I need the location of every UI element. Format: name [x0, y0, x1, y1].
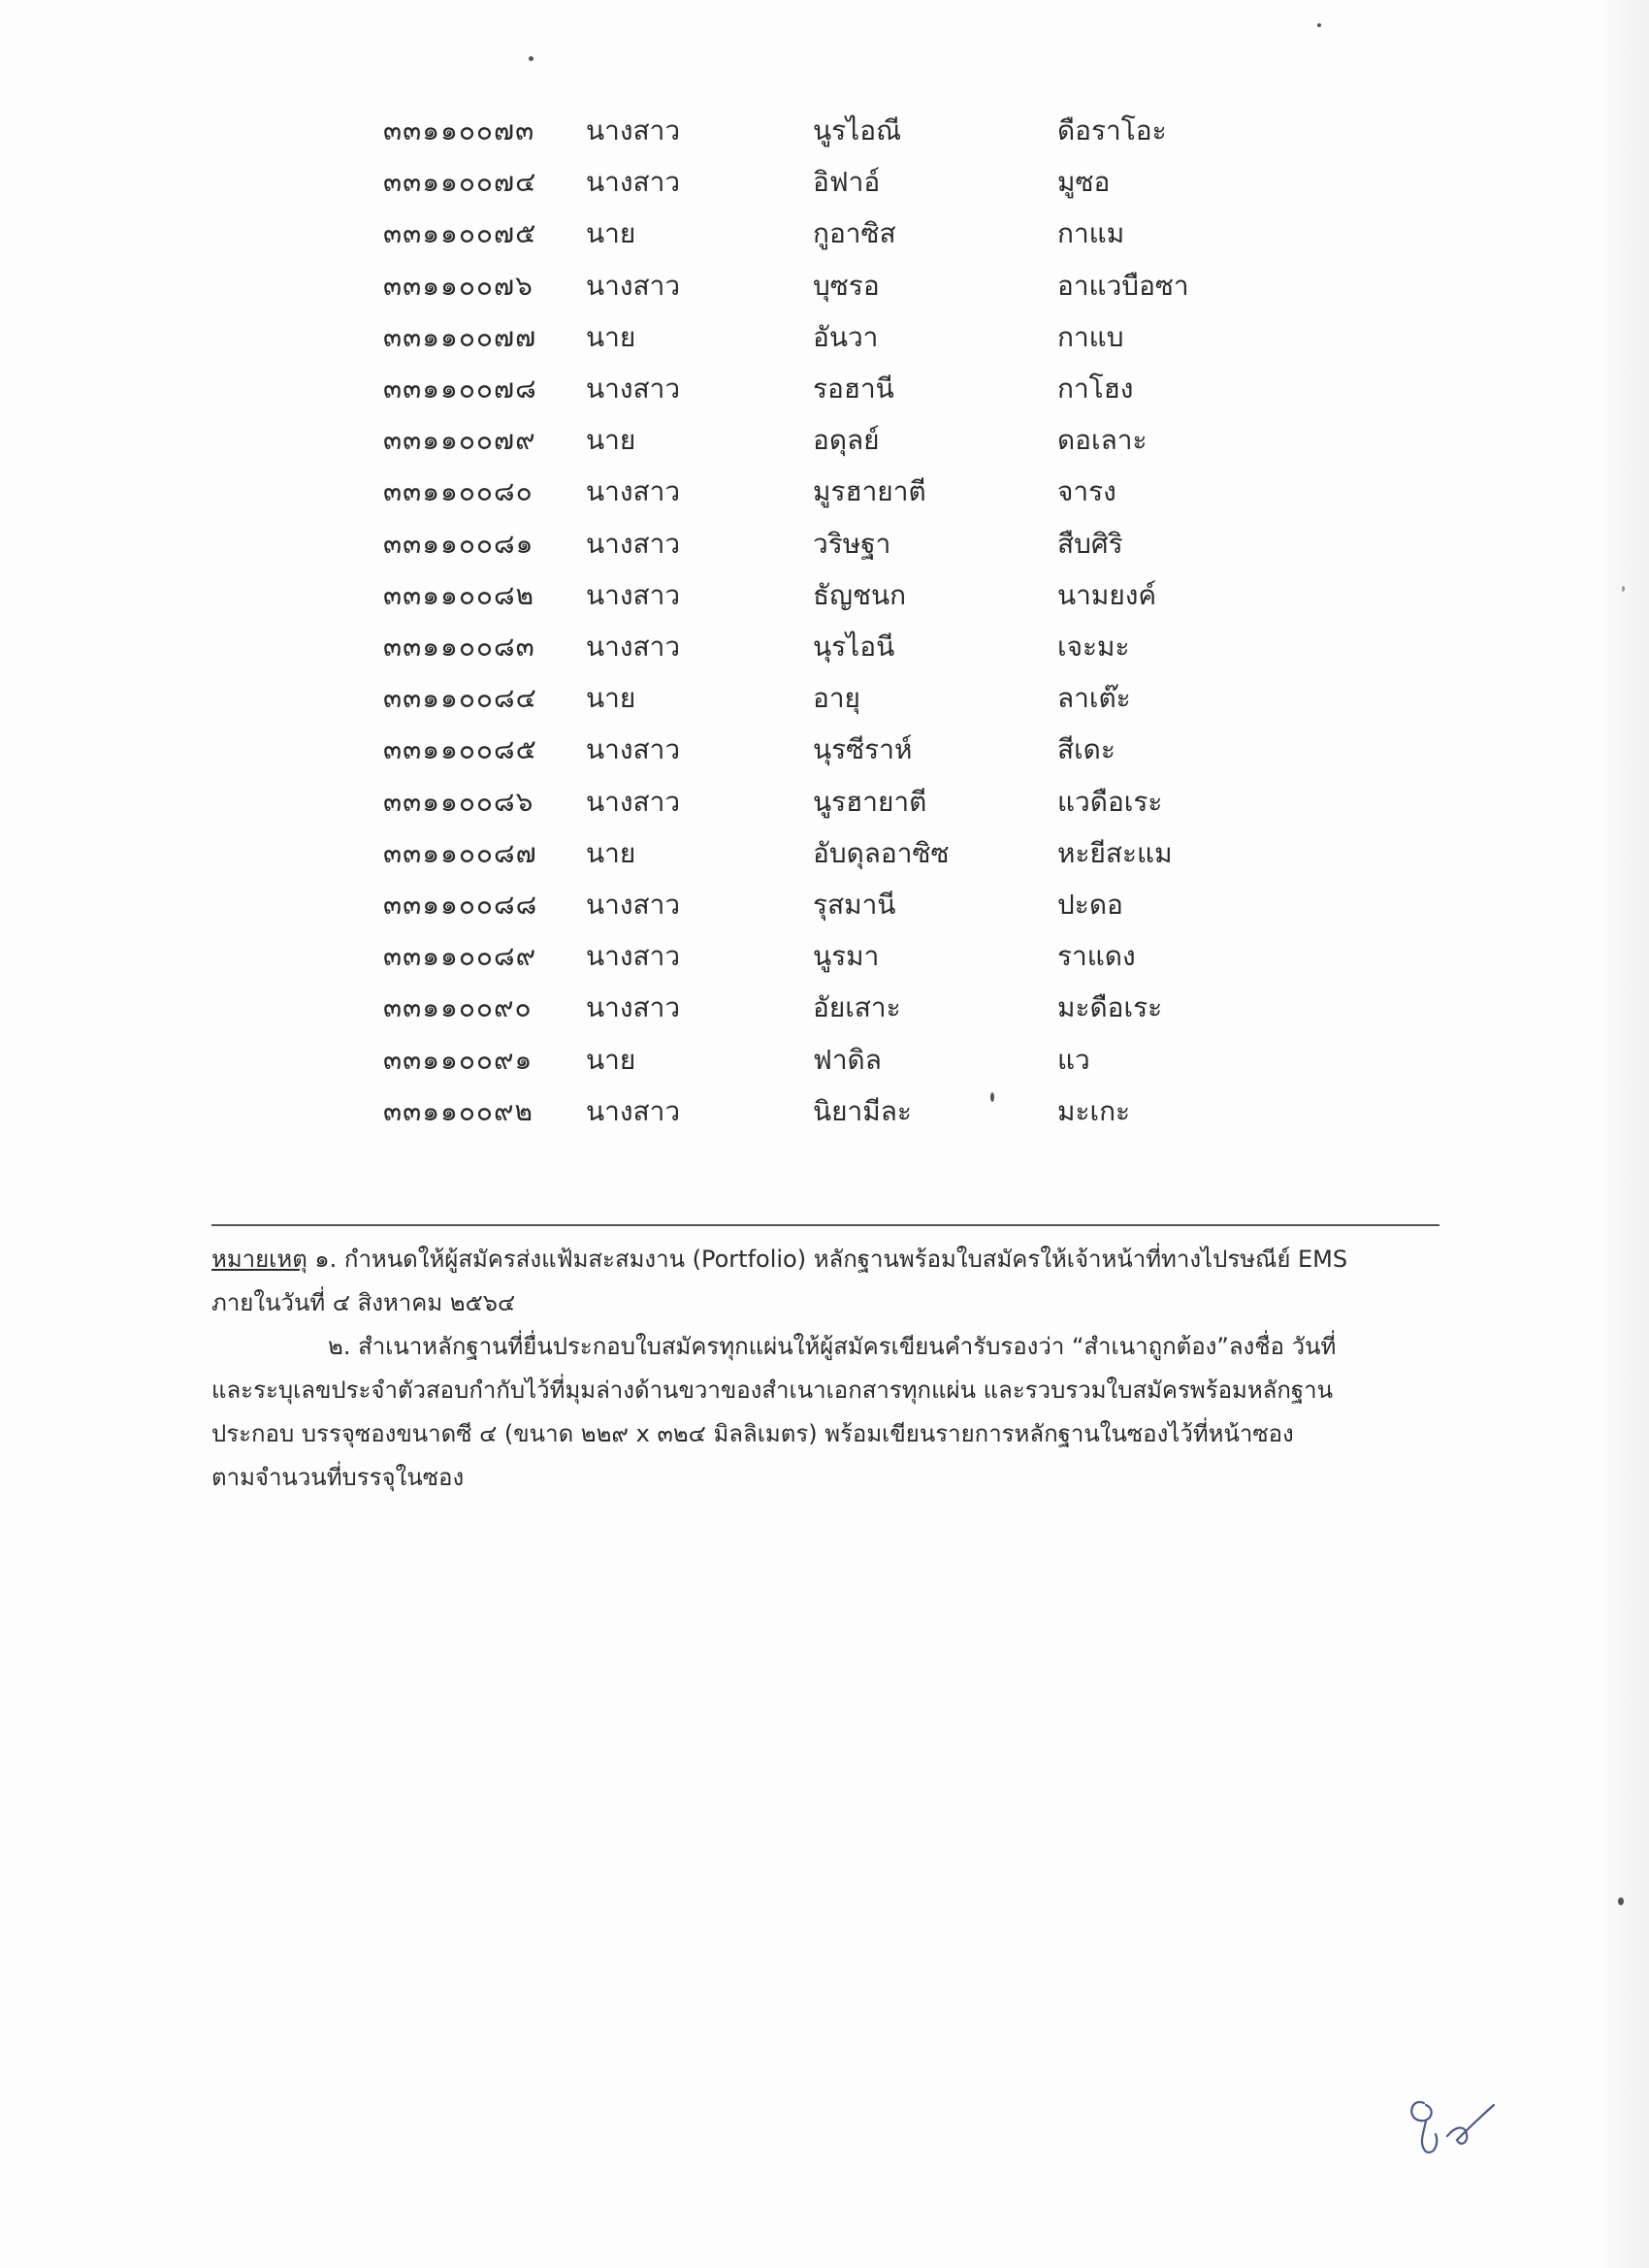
row-id-number: ๓๓๑๑๐๐๗๖ — [383, 269, 534, 302]
row-last-name: จารง — [1057, 475, 1116, 508]
row-last-name: หะยีสะแม — [1057, 836, 1173, 869]
row-id-number: ๓๓๑๑๐๐๘๘ — [383, 889, 538, 921]
table-row — [0, 982, 1649, 1034]
row-id-number: ๓๓๑๑๐๐๘๐ — [383, 475, 534, 508]
row-last-name: มูซอ — [1057, 166, 1111, 199]
row-first-name: นิยามีละ — [813, 1094, 912, 1127]
row-title: นางสาว — [586, 991, 681, 1024]
row-last-name: อาแวบือซา — [1057, 269, 1189, 302]
table-row — [0, 105, 1649, 157]
row-last-name: มะเกะ — [1057, 1094, 1131, 1127]
table-row — [0, 879, 1649, 931]
table-row — [0, 518, 1649, 570]
row-id-number: ๓๓๑๑๐๐๗๕ — [383, 217, 537, 250]
table-row — [0, 208, 1649, 260]
row-first-name: นูรไอณี — [813, 114, 902, 146]
table-row — [0, 724, 1649, 776]
row-title: นางสาว — [586, 733, 681, 766]
row-last-name: แวดือเระ — [1057, 785, 1163, 818]
row-first-name: วริษฐา — [813, 527, 891, 560]
row-title: นางสาว — [586, 578, 681, 611]
row-id-number: ๓๓๑๑๐๐๙๐ — [383, 991, 533, 1024]
note-line-1 — [211, 1238, 1453, 1281]
row-last-name: แว — [1057, 1043, 1090, 1076]
scan-speck — [1622, 586, 1625, 592]
row-last-name: สืบศิริ — [1057, 527, 1123, 560]
row-title: นางสาว — [586, 527, 681, 560]
table-row — [0, 156, 1649, 209]
row-last-name: ราแดง — [1057, 940, 1136, 973]
scan-speck — [990, 1092, 994, 1102]
row-last-name: สีเดะ — [1057, 733, 1116, 766]
notes-section — [211, 1238, 1453, 1500]
row-last-name: นามยงค์ — [1057, 578, 1157, 611]
row-id-number: ๓๓๑๑๐๐๙๑ — [383, 1043, 534, 1076]
row-first-name: นูรฮายาตี — [813, 785, 927, 818]
table-row — [0, 672, 1649, 725]
row-title: นาย — [586, 217, 636, 250]
row-first-name: อัยเสาะ — [813, 991, 901, 1024]
row-last-name: กาแบ — [1057, 320, 1124, 353]
scan-speck — [529, 56, 534, 61]
row-first-name: อับดุลอาซิซ — [813, 836, 950, 869]
row-title: นางสาว — [586, 940, 681, 973]
row-id-number: ๓๓๑๑๐๐๘๑ — [383, 527, 534, 560]
row-id-number: ๓๓๑๑๐๐๘๕ — [383, 733, 537, 766]
row-first-name: รอฮานี — [813, 373, 894, 405]
row-title: นางสาว — [586, 785, 681, 818]
row-first-name: นูรมา — [813, 940, 880, 973]
row-last-name: ดอเลาะ — [1057, 424, 1148, 457]
row-id-number: ๓๓๑๑๐๐๙๒ — [383, 1094, 534, 1127]
row-last-name: เจะมะ — [1057, 631, 1130, 663]
note-line-3: ๒. สำเนาหลักฐานที่ยื่นประกอบใบสมัครทุกแผ่นให้ผู้สมัครเขียนคำรับรองว่า “สำเนาถูกต้อง”ลงชื่อ วันที่ — [328, 1333, 1337, 1360]
table-row — [0, 466, 1649, 518]
table-row — [0, 1085, 1649, 1138]
note-line-6: ตามจำนวนที่บรรจุในซอง — [211, 1464, 465, 1491]
handwritten-initials — [1397, 2076, 1513, 2163]
row-title: นางสาว — [586, 889, 681, 921]
row-id-number: ๓๓๑๑๐๐๘๒ — [383, 578, 535, 611]
note-1-text: ๑. กำหนดให้ผู้สมัครส่งแฟ้มสะสมงาน (Portfolio) หลักฐานพร้อมใบสมัครให้เจ้าหน้าที่ทางไปรษณีย์ EMS — [307, 1246, 1348, 1273]
row-id-number: ๓๓๑๑๐๐๗๙ — [383, 424, 536, 457]
row-last-name: กาโฮง — [1057, 373, 1134, 405]
row-id-number: ๓๓๑๑๐๐๘๓ — [383, 631, 535, 663]
row-first-name: อิฟาอ์ — [813, 166, 881, 199]
row-first-name: อายุ — [813, 682, 860, 715]
table-row — [0, 260, 1649, 312]
row-first-name: บุซรอ — [813, 269, 880, 302]
row-title: นาย — [586, 424, 636, 457]
row-id-number: ๓๓๑๑๐๐๘๙ — [383, 940, 537, 973]
row-first-name: รุสมานี — [813, 889, 896, 921]
row-first-name: นุรไอนี — [813, 631, 895, 663]
row-first-name: อันวา — [813, 320, 879, 353]
table-row — [0, 311, 1649, 364]
table-row — [0, 1034, 1649, 1086]
row-id-number: ๓๓๑๑๐๐๘๖ — [383, 785, 534, 818]
row-first-name: นุรซีราห์ — [813, 733, 913, 766]
row-last-name: กาแม — [1057, 217, 1125, 250]
row-title: นางสาว — [586, 373, 681, 405]
notes-divider — [211, 1224, 1439, 1226]
row-title: นาย — [586, 1043, 636, 1076]
table-row — [0, 930, 1649, 983]
row-first-name: กูอาซิส — [813, 217, 896, 250]
row-title: นางสาว — [586, 1094, 681, 1127]
row-title: นาย — [586, 320, 636, 353]
row-first-name: ธัญชนก — [813, 578, 907, 611]
table-row — [0, 776, 1649, 828]
row-title: นางสาว — [586, 269, 681, 302]
note-line-4: และระบุเลขประจำตัวสอบกำกับไว้ที่มุมล่างด้านขวาของสำเนาเอกสารทุกแผ่น และรวบรวมใบสมัครพร้อมหลักฐาน — [211, 1377, 1334, 1404]
row-title: นางสาว — [586, 166, 681, 199]
scan-speck — [1317, 23, 1321, 27]
row-last-name: ลาเต๊ะ — [1057, 682, 1131, 715]
row-title: นางสาว — [586, 631, 681, 663]
row-first-name: มูรฮายาตี — [813, 475, 926, 508]
row-last-name: มะดือเระ — [1057, 991, 1163, 1024]
row-id-number: ๓๓๑๑๐๐๗๗ — [383, 320, 537, 353]
table-row — [0, 827, 1649, 880]
row-title: นางสาว — [586, 114, 681, 146]
row-id-number: ๓๓๑๑๐๐๘๔ — [383, 682, 537, 715]
row-first-name: อดุลย์ — [813, 424, 880, 457]
row-id-number: ๓๓๑๑๐๐๗๓ — [383, 114, 535, 146]
row-title: นาย — [586, 682, 636, 715]
row-id-number: ๓๓๑๑๐๐๗๔ — [383, 166, 537, 199]
table-row — [0, 363, 1649, 415]
row-last-name: ดือราโอะ — [1057, 114, 1167, 146]
row-id-number: ๓๓๑๑๐๐๘๗ — [383, 836, 537, 869]
note-line-2: ภายในวันที่ ๔ สิงหาคม ๒๕๖๔ — [211, 1289, 516, 1316]
row-title: นางสาว — [586, 475, 681, 508]
row-title: นาย — [586, 836, 636, 869]
notes-label: หมายเหตุ — [211, 1246, 307, 1273]
table-row — [0, 621, 1649, 673]
note-line-5: ประกอบ บรรจุซองขนาดซี ๔ (ขนาด ๒๒๙ x ๓๒๔ มิลลิเมตร) พร้อมเขียนรายการหลักฐานในซองไว้ที่หน้าซอง — [211, 1420, 1294, 1447]
row-id-number: ๓๓๑๑๐๐๗๘ — [383, 373, 537, 405]
scan-speck — [1618, 1897, 1624, 1905]
row-first-name: ฟาดิล — [813, 1043, 882, 1076]
row-last-name: ปะดอ — [1057, 889, 1123, 921]
table-row — [0, 569, 1649, 622]
table-row — [0, 414, 1649, 467]
